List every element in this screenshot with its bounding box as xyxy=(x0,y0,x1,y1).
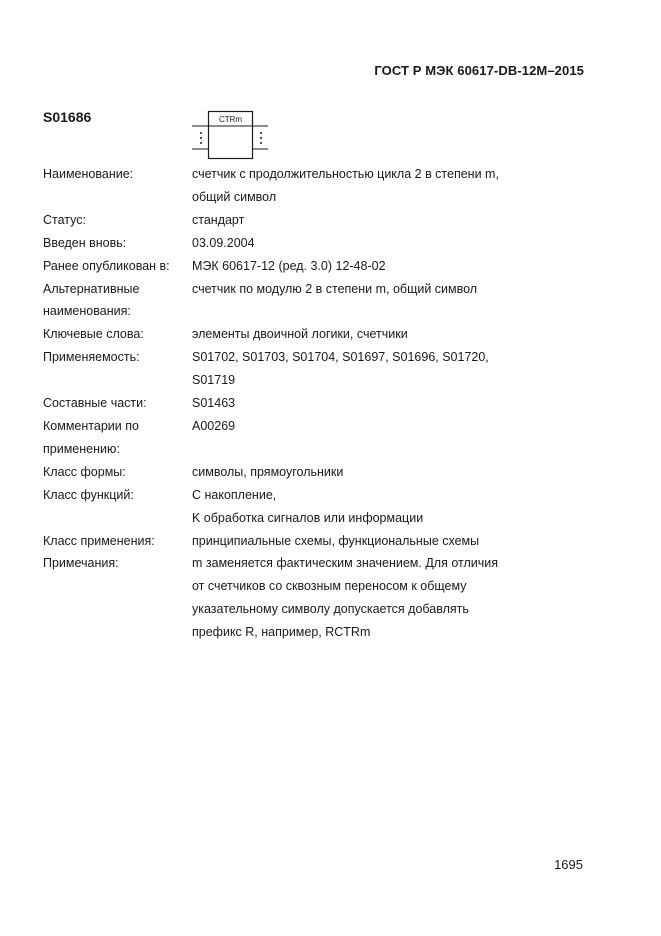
field-label xyxy=(43,255,192,278)
field-label xyxy=(43,209,192,232)
field-row xyxy=(43,323,563,346)
field-label-line: Статус: xyxy=(43,212,86,227)
field-label xyxy=(43,346,192,392)
field-row xyxy=(43,278,563,324)
field-label xyxy=(43,232,192,255)
field-label xyxy=(43,163,192,209)
field-value xyxy=(192,392,563,415)
field-label-line: Применяемость: xyxy=(43,350,140,365)
field-value xyxy=(192,415,563,461)
field-value-line: элементы двоичной логики, счетчики xyxy=(192,327,408,342)
field-value-line: счетчик с продолжительностью цикла 2 в степени m, xyxy=(192,167,499,181)
field-value xyxy=(192,461,563,484)
field-label-line: Комментарии по xyxy=(43,418,139,433)
counter-symbol-diagram xyxy=(190,108,270,164)
field-value-line: S01719 xyxy=(192,373,236,388)
field-label-line: применению: xyxy=(43,441,120,456)
field-label-line: Введен вновь: xyxy=(43,235,127,250)
field-label-line: Класс функций: xyxy=(43,487,134,502)
field-label-line: Наименование: xyxy=(43,167,134,181)
field-label xyxy=(43,278,192,324)
field-value-line: m заменяется фактическим значением. Для отличия xyxy=(192,556,499,571)
field-value-line: указательному символу допускается добавлять xyxy=(192,602,469,617)
field-row xyxy=(43,255,563,278)
field-label-line: Примечания: xyxy=(43,556,119,571)
symbol-code: S01686 xyxy=(43,109,92,125)
field-row xyxy=(43,415,563,461)
field-row xyxy=(43,552,563,644)
field-value-line: МЭК 60617-12 (ред. 3.0) 12-48-02 xyxy=(192,258,386,273)
field-value xyxy=(192,209,563,232)
symbol-qualifier-label: CTRm xyxy=(218,115,243,124)
field-row xyxy=(43,484,563,530)
page-number: 1695 xyxy=(554,857,583,872)
field-value xyxy=(192,232,563,255)
field-row xyxy=(43,392,563,415)
field-value-line: счетчик по модулю 2 в степени m, общий символ xyxy=(192,281,478,296)
field-label xyxy=(43,461,192,484)
field-value-line: общий символ xyxy=(192,189,277,204)
field-value-line: префикс R, например, RCTRm xyxy=(192,625,371,640)
field-value xyxy=(192,278,563,324)
field-value-line: стандарт xyxy=(192,212,245,227)
field-label-line: Ранее опубликован в: xyxy=(43,258,170,273)
field-value xyxy=(192,552,563,644)
field-row xyxy=(43,530,563,553)
field-row xyxy=(43,461,563,484)
field-value-line: K обработка сигналов или информации xyxy=(192,510,424,525)
field-value-line: 03.09.2004 xyxy=(192,235,255,250)
field-list xyxy=(43,163,563,644)
document-header: ГОСТ Р МЭК 60617-DB-12M–2015 xyxy=(374,63,584,78)
field-label-line: Класс формы: xyxy=(43,464,126,479)
field-label xyxy=(43,415,192,461)
field-label-line: Альтернативные xyxy=(43,281,140,296)
field-value-line: S01702, S01703, S01704, S01697, S01696, S01720, xyxy=(192,350,489,365)
field-value-line: принципиальные схемы, функциональные схемы xyxy=(192,533,480,548)
field-label xyxy=(43,552,192,644)
field-label-line: наименования: xyxy=(43,304,131,319)
field-row xyxy=(43,232,563,255)
field-value-line: S01463 xyxy=(192,396,236,411)
field-label-line: Класс применения: xyxy=(43,533,155,548)
field-label xyxy=(43,392,192,415)
field-label xyxy=(43,530,192,553)
field-value-line: от счетчиков со сквозным переносом к общему xyxy=(192,579,467,594)
field-row xyxy=(43,163,563,209)
field-value-line: A00269 xyxy=(192,418,236,433)
field-value xyxy=(192,323,563,346)
field-row xyxy=(43,346,563,392)
field-value-line: символы, прямоугольники xyxy=(192,464,344,479)
field-row xyxy=(43,209,563,232)
field-value xyxy=(192,163,563,209)
field-value xyxy=(192,346,563,392)
field-label-line: Составные части: xyxy=(43,396,147,411)
field-value xyxy=(192,255,563,278)
field-label xyxy=(43,323,192,346)
field-label-line: Ключевые слова: xyxy=(43,327,144,342)
field-label xyxy=(43,484,192,530)
field-value xyxy=(192,484,563,530)
field-value-line: C накопление, xyxy=(192,487,277,502)
field-value xyxy=(192,530,563,553)
